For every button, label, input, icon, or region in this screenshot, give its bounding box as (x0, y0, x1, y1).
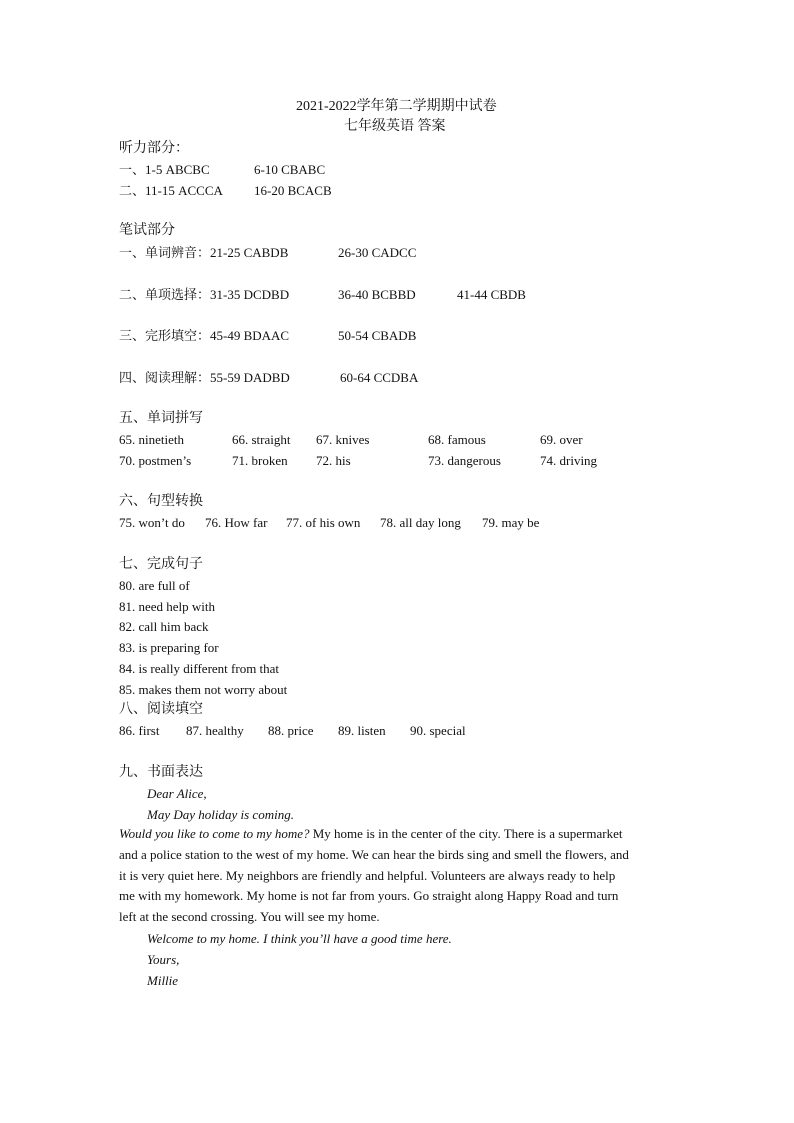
written-section-1: 一、单词辨音：21-25 CABDB (119, 245, 289, 260)
complete-item: 85. makes them not worry about (119, 682, 288, 697)
written-section-3: 三、完形填空：45-49 BDAAC (119, 328, 290, 343)
spelling-item: 65. ninetieth (119, 432, 184, 447)
spelling-item: 70. postmen’s (119, 453, 192, 468)
transform-item: 79. may be (482, 515, 540, 530)
complete-heading: 七、完成句子 (119, 557, 203, 572)
spelling-item: 66. straight (232, 432, 291, 447)
reading-fill-item: 89. listen (338, 723, 386, 738)
transform-item: 76. How far (205, 515, 268, 530)
document-subtitle: 七年级英语 答案 (344, 119, 446, 134)
writing-heading: 九、书面表达 (119, 765, 203, 780)
listening-heading: 听力部分： (119, 141, 189, 156)
transform-item: 75. won’t do (119, 515, 185, 530)
spelling-item: 72. his (316, 453, 351, 468)
spelling-item: 71. broken (232, 453, 288, 468)
complete-item: 84. is really different from that (119, 661, 280, 676)
letter-sign-off: Yours, (147, 952, 180, 967)
transform-item: 77. of his own (286, 515, 361, 530)
spelling-item: 73. dangerous (428, 453, 501, 468)
written-section-3-second: 50-54 CBADB (338, 328, 417, 343)
reading-fill-item: 86. first (119, 723, 160, 738)
complete-item: 81. need help with (119, 599, 216, 614)
reading-fill-item: 90. special (410, 723, 466, 738)
transform-heading: 六、句型转换 (119, 494, 203, 509)
complete-item: 83. is preparing for (119, 640, 219, 655)
spelling-heading: 五、单词拼写 (119, 411, 203, 426)
letter-body-line: left at the second crossing. You will see my home. (119, 909, 380, 925)
reading-fill-item: 87. healthy (186, 723, 244, 738)
letter-closing: Welcome to my home. I think you’ll have a good time here. (147, 931, 452, 946)
letter-greeting: Dear Alice, (147, 786, 207, 801)
written-heading: 笔试部分 (119, 223, 175, 238)
spelling-item: 74. driving (540, 453, 598, 468)
complete-item: 82. call him back (119, 619, 209, 634)
letter-signature: Millie (147, 973, 179, 988)
listening-row-2-second: 16-20 BCACB (254, 183, 332, 198)
listening-row-1-second: 6-10 CBABC (254, 162, 326, 177)
written-section-4-second: 60-64 CCDBA (340, 370, 419, 385)
letter-body-line (119, 824, 675, 845)
letter-line: May Day holiday is coming. (147, 807, 294, 822)
written-section-1-second: 26-30 CADCC (338, 245, 417, 260)
letter-body-line: it is very quiet here. My neighbors are friendly and helpful. Volunteers are always ready to help (119, 867, 616, 883)
complete-item: 80. are full of (119, 578, 190, 593)
letter-body-line-rest: My home is in the center of the city. There is a supermarket (309, 826, 623, 841)
document-title: 2021-2022学年第二学期期中试卷 (296, 99, 497, 114)
written-section-2-third: 41-44 CBDB (457, 287, 526, 302)
letter-body (119, 824, 675, 928)
letter-body-line: me with my homework. My home is not far from yours. Go straight along Happy Road and turn (119, 888, 619, 904)
reading-fill-heading: 八、阅读填空 (119, 702, 203, 717)
letter-body-italic: Would you like to come to my home? (119, 826, 310, 841)
listening-row-1: 一、1-5 ABCBC (119, 162, 210, 177)
listening-row-2: 二、11-15 ACCCA (119, 183, 223, 198)
spelling-item: 67. knives (316, 432, 370, 447)
transform-item: 78. all day long (380, 515, 461, 530)
spelling-item: 68. famous (428, 432, 486, 447)
spelling-item: 69. over (540, 432, 583, 447)
written-section-2-second: 36-40 BCBBD (338, 287, 416, 302)
written-section-2: 二、单项选择：31-35 DCDBD (119, 287, 290, 302)
written-section-4: 四、阅读理解：55-59 DADBD (119, 370, 290, 385)
letter-body-line: and a police station to the west of my home. We can hear the birds sing and smell the flowers, and (119, 846, 629, 862)
reading-fill-item: 88. price (268, 723, 314, 738)
